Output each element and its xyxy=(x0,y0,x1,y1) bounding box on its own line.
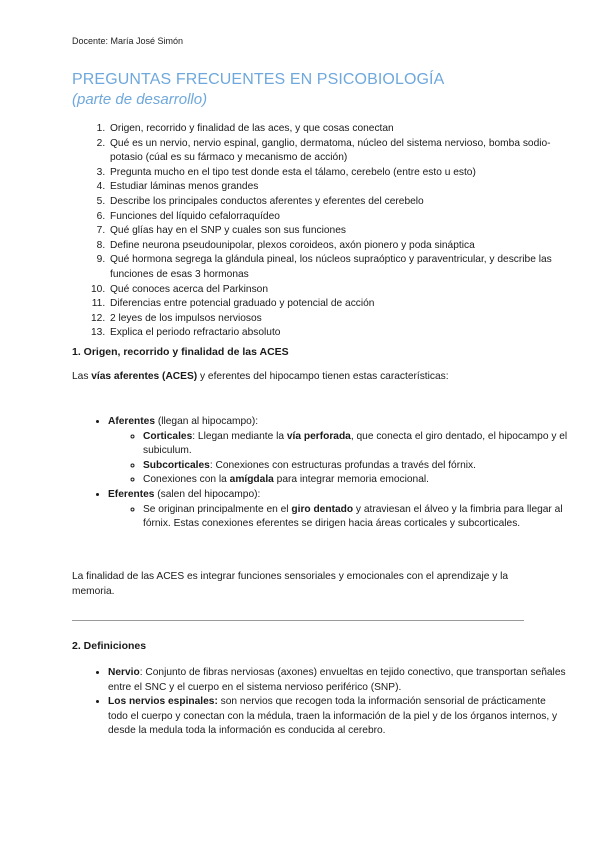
definition-item xyxy=(108,695,568,739)
via-perforada: vía perforada xyxy=(286,430,351,442)
question-item: 5. Describe los principales conductos aferentes y eferentes del cerebelo xyxy=(108,195,568,210)
intro-bold: vías aferentes (ACES) xyxy=(91,371,198,382)
question-item: 1. Origen, recorrido y finalidad de las aces, y que cosas conectan xyxy=(108,122,568,137)
aferentes-label: Aferentes xyxy=(108,416,155,427)
definitions-list xyxy=(72,666,568,739)
list-text: y atraviesan el álveo y la fimbria para llegar al fórnix. Estas conexiones eferentes se dirigen hacia áreas corticales y subcorticales. xyxy=(143,503,563,530)
eferentes-sublist xyxy=(108,503,568,532)
eferentes-label: Eferentes xyxy=(108,488,155,500)
question-item: 4. Estudiar láminas menos grandes xyxy=(108,180,568,195)
section-divider xyxy=(72,620,524,621)
pathways-list xyxy=(72,415,568,532)
list-text: Se originan principalmente en el xyxy=(143,503,292,515)
list-item xyxy=(143,430,568,459)
question-item: 2. Qué es un nervio, nervio espinal, ganglio, dermatoma, núcleo del sistema nervioso, bomba sodio-potasio (cúal es su fármaco y mecanismo de acción) xyxy=(108,137,568,166)
list-text: para integrar memoria emocional. xyxy=(273,474,429,486)
question-item: 9. Qué hormona segrega la glándula pineal, los núcleos supraóptico y paraventricular, y describe las funciones de esas 3 hormonas xyxy=(108,253,568,282)
eferentes-item xyxy=(108,488,568,532)
docente-header: Docente: María José Simón xyxy=(72,36,184,46)
list-item xyxy=(143,459,568,474)
definition-term: Nervio xyxy=(108,667,140,678)
intro-text: y eferentes del hipocampo tienen estas características: xyxy=(197,371,449,382)
subcorticales-label: Subcorticales xyxy=(143,459,210,471)
corticales-label: Corticales xyxy=(143,430,193,442)
definition-term: Los nervios espinales: xyxy=(108,696,218,708)
section1-intro xyxy=(72,370,532,385)
questions-list xyxy=(72,122,568,341)
question-item: 10. Qué conoces acerca del Parkinson xyxy=(108,283,568,298)
definition-text: son nervios que recogen toda la información sensorial de prácticamente todo el cuerpo y conectan con la médula, traen la información de la piel y de los órganos internos, y desde la medula toda la información es conducida al cerebro. xyxy=(108,696,558,737)
giro-dentado-label: giro dentado xyxy=(291,503,354,515)
list-text: Conexiones con la xyxy=(143,474,230,486)
definition-item xyxy=(108,666,568,695)
list-text: : Conexiones con estructuras profundas a través del fórnix. xyxy=(209,459,476,471)
question-item: 8. Define neurona pseudounipolar, plexos coroideos, axón pionero y poda sináptica xyxy=(108,239,568,254)
list-item xyxy=(143,473,568,488)
intro-text: Las xyxy=(72,371,92,382)
aferentes-sublist xyxy=(108,430,568,488)
aferentes-note: (llegan al hipocampo): xyxy=(155,416,259,427)
question-item: 7. Qué glías hay en el SNP y cuales son sus funciones xyxy=(108,224,568,239)
amigdala-label: amígdala xyxy=(229,474,274,486)
question-item: 11. Diferencias entre potencial graduado y potencial de acción xyxy=(108,297,568,312)
section2-heading: 2. Definiciones xyxy=(72,640,147,652)
definition-text: : Conjunto de fibras nerviosas (axones) envueltas en tejido conectivo, que transportan señales entre el SNC y el cuerpo en el sistema nervioso periférico (SNP). xyxy=(108,667,566,693)
section1-closing: La finalidad de las ACES es integrar funciones sensoriales y emocionales con el aprendizaje y la memoria. xyxy=(72,571,509,597)
list-text: , que conecta el giro dentado, el hipocampo y el subiculum. xyxy=(143,430,568,457)
question-item: 3. Pregunta mucho en el tipo test donde esta el tálamo, cerebelo (entre esto u esto) xyxy=(108,166,568,181)
aferentes-item xyxy=(108,415,568,488)
page-title: PREGUNTAS FRECUENTES EN PSICOBIOLOGÍA xyxy=(72,71,445,88)
list-item xyxy=(143,503,568,532)
question-item: 13. Explica el periodo refractario absoluto xyxy=(108,326,568,341)
list-text: : Llegan mediante la xyxy=(192,430,287,442)
eferentes-note: (salen del hipocampo): xyxy=(154,488,261,500)
question-item: 6. Funciones del líquido cefalorraquídeo xyxy=(108,210,568,225)
section1-heading: 1. Origen, recorrido y finalidad de las ACES xyxy=(72,346,289,358)
question-item: 12. 2 leyes de los impulsos nerviosos xyxy=(108,312,568,327)
page-subtitle: (parte de desarrollo) xyxy=(72,91,208,108)
